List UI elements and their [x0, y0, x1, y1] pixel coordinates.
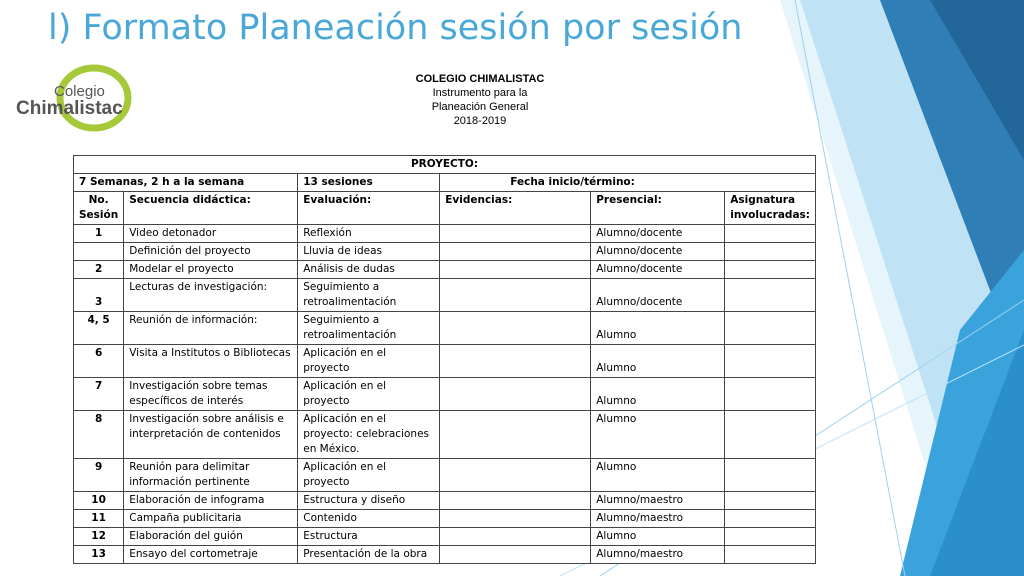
session-number: 13 — [74, 546, 124, 564]
session-number: 12 — [74, 528, 124, 546]
evaluation-cell: Presentación de la obra — [298, 546, 440, 564]
evidence-cell — [440, 225, 591, 243]
session-number: 11 — [74, 510, 124, 528]
evaluation-cell: Aplicación en el proyecto — [298, 378, 440, 411]
evidence-cell — [440, 345, 591, 378]
presential-cell: Alumno — [591, 411, 725, 459]
evidence-cell — [440, 279, 591, 312]
evidence-cell — [440, 378, 591, 411]
subjects-cell — [725, 459, 816, 492]
subjects-cell — [725, 261, 816, 279]
subjects-cell — [725, 279, 816, 312]
header-num: No. Sesión — [74, 192, 124, 225]
header-presential: Presencial: — [591, 192, 725, 225]
planning-table — [73, 155, 816, 564]
evaluation-cell: Lluvia de ideas — [298, 243, 440, 261]
table-row — [74, 546, 816, 564]
sequence-cell: Investigación sobre análisis e interpretación de contenidos — [124, 411, 298, 459]
evaluation-cell: Contenido — [298, 510, 440, 528]
session-number: 7 — [74, 378, 124, 411]
session-number: 1 — [74, 225, 124, 243]
sequence-cell: Lecturas de investigación: — [124, 279, 298, 312]
header-line2: Planeación General — [431, 101, 529, 113]
header-evaluation: Evaluación: — [298, 192, 440, 225]
evaluation-cell: Seguimiento a retroalimentación — [298, 279, 440, 312]
table-row — [74, 225, 816, 243]
session-number: 10 — [74, 492, 124, 510]
presential-cell: Alumno — [591, 378, 725, 411]
sequence-cell: Visita a Institutos o Bibliotecas — [124, 345, 298, 378]
session-number: 4, 5 — [74, 312, 124, 345]
sequence-cell: Modelar el proyecto — [124, 261, 298, 279]
table-row — [74, 312, 816, 345]
evidence-cell — [440, 411, 591, 459]
evaluation-cell: Seguimiento a retroalimentación — [298, 312, 440, 345]
evidence-cell — [440, 312, 591, 345]
evidence-cell — [440, 492, 591, 510]
page-title: l) Formato Planeación sesión por sesión — [48, 8, 743, 48]
subjects-cell — [725, 345, 816, 378]
subjects-cell — [725, 510, 816, 528]
table-row — [74, 510, 816, 528]
session-number: 2 — [74, 261, 124, 279]
presential-cell: Alumno/maestro — [591, 546, 725, 564]
session-number: 3 — [74, 279, 124, 312]
session-number: 6 — [74, 345, 124, 378]
sequence-cell: Ensayo del cortometraje — [124, 546, 298, 564]
session-number: 9 — [74, 459, 124, 492]
table-header-row — [74, 192, 816, 225]
sequence-cell: Reunión de información: — [124, 312, 298, 345]
subjects-cell — [725, 243, 816, 261]
weeks-cell: 7 Semanas, 2 h a la semana — [74, 174, 298, 192]
evidence-cell — [440, 243, 591, 261]
sequence-cell: Investigación sobre temas específicos de interés — [124, 378, 298, 411]
subjects-cell — [725, 312, 816, 345]
logo-line2: Chimalistac — [16, 98, 123, 119]
document-header — [380, 72, 580, 128]
evaluation-cell: Aplicación en el proyecto — [298, 345, 440, 378]
evidence-cell — [440, 546, 591, 564]
table-row — [74, 243, 816, 261]
sequence-cell: Definición del proyecto — [124, 243, 298, 261]
table-row — [74, 492, 816, 510]
sequence-cell: Elaboración del guión — [124, 528, 298, 546]
evaluation-cell: Análisis de dudas — [298, 261, 440, 279]
table-body — [74, 225, 816, 564]
presential-cell: Alumno — [591, 459, 725, 492]
logo-line1: Colegio — [54, 83, 105, 100]
presential-cell: Alumno/maestro — [591, 492, 725, 510]
header-subjects: Asignatura involucradas: — [725, 192, 816, 225]
colegio-chimalistac-logo — [14, 62, 134, 136]
evaluation-cell: Aplicación en el proyecto — [298, 459, 440, 492]
subjects-cell — [725, 528, 816, 546]
evidence-cell — [440, 261, 591, 279]
dates-cell: Fecha inicio/término: — [440, 174, 816, 192]
evaluation-cell: Estructura y diseño — [298, 492, 440, 510]
presential-cell: Alumno/docente — [591, 225, 725, 243]
header-evidence: Evidencias: — [440, 192, 591, 225]
subjects-cell — [725, 225, 816, 243]
sequence-cell: Reunión para delimitar información pertinente — [124, 459, 298, 492]
sessions-cell: 13 sesiones — [298, 174, 440, 192]
presential-cell: Alumno/docente — [591, 261, 725, 279]
presential-cell: Alumno — [591, 345, 725, 378]
header-year: 2018-2019 — [453, 115, 507, 127]
table-row — [74, 459, 816, 492]
evidence-cell — [440, 528, 591, 546]
sequence-cell: Elaboración de infograma — [124, 492, 298, 510]
presential-cell: Alumno — [591, 528, 725, 546]
table-row — [74, 156, 816, 174]
table-row — [74, 345, 816, 378]
presential-cell: Alumno/docente — [591, 279, 725, 312]
presential-cell: Alumno — [591, 312, 725, 345]
evaluation-cell: Estructura — [298, 528, 440, 546]
presential-cell: Alumno/maestro — [591, 510, 725, 528]
evaluation-cell: Reflexión — [298, 225, 440, 243]
table-row — [74, 378, 816, 411]
header-sequence: Secuencia didáctica: — [124, 192, 298, 225]
table-row — [74, 174, 816, 192]
project-label: PROYECTO: — [74, 156, 816, 174]
presential-cell: Alumno/docente — [591, 243, 725, 261]
sequence-cell: Video detonador — [124, 225, 298, 243]
table-row — [74, 411, 816, 459]
session-number — [74, 243, 124, 261]
session-number: 8 — [74, 411, 124, 459]
evidence-cell — [440, 510, 591, 528]
table-row — [74, 279, 816, 312]
evidence-cell — [440, 459, 591, 492]
subjects-cell — [725, 546, 816, 564]
subjects-cell — [725, 411, 816, 459]
table-row — [74, 261, 816, 279]
school-name: COLEGIO CHIMALISTAC — [415, 73, 545, 85]
sequence-cell: Campaña publicitaria — [124, 510, 298, 528]
evaluation-cell: Aplicación en el proyecto: celebraciones en México. — [298, 411, 440, 459]
subjects-cell — [725, 492, 816, 510]
subjects-cell — [725, 378, 816, 411]
table-row — [74, 528, 816, 546]
header-line1: Instrumento para la — [432, 87, 528, 99]
